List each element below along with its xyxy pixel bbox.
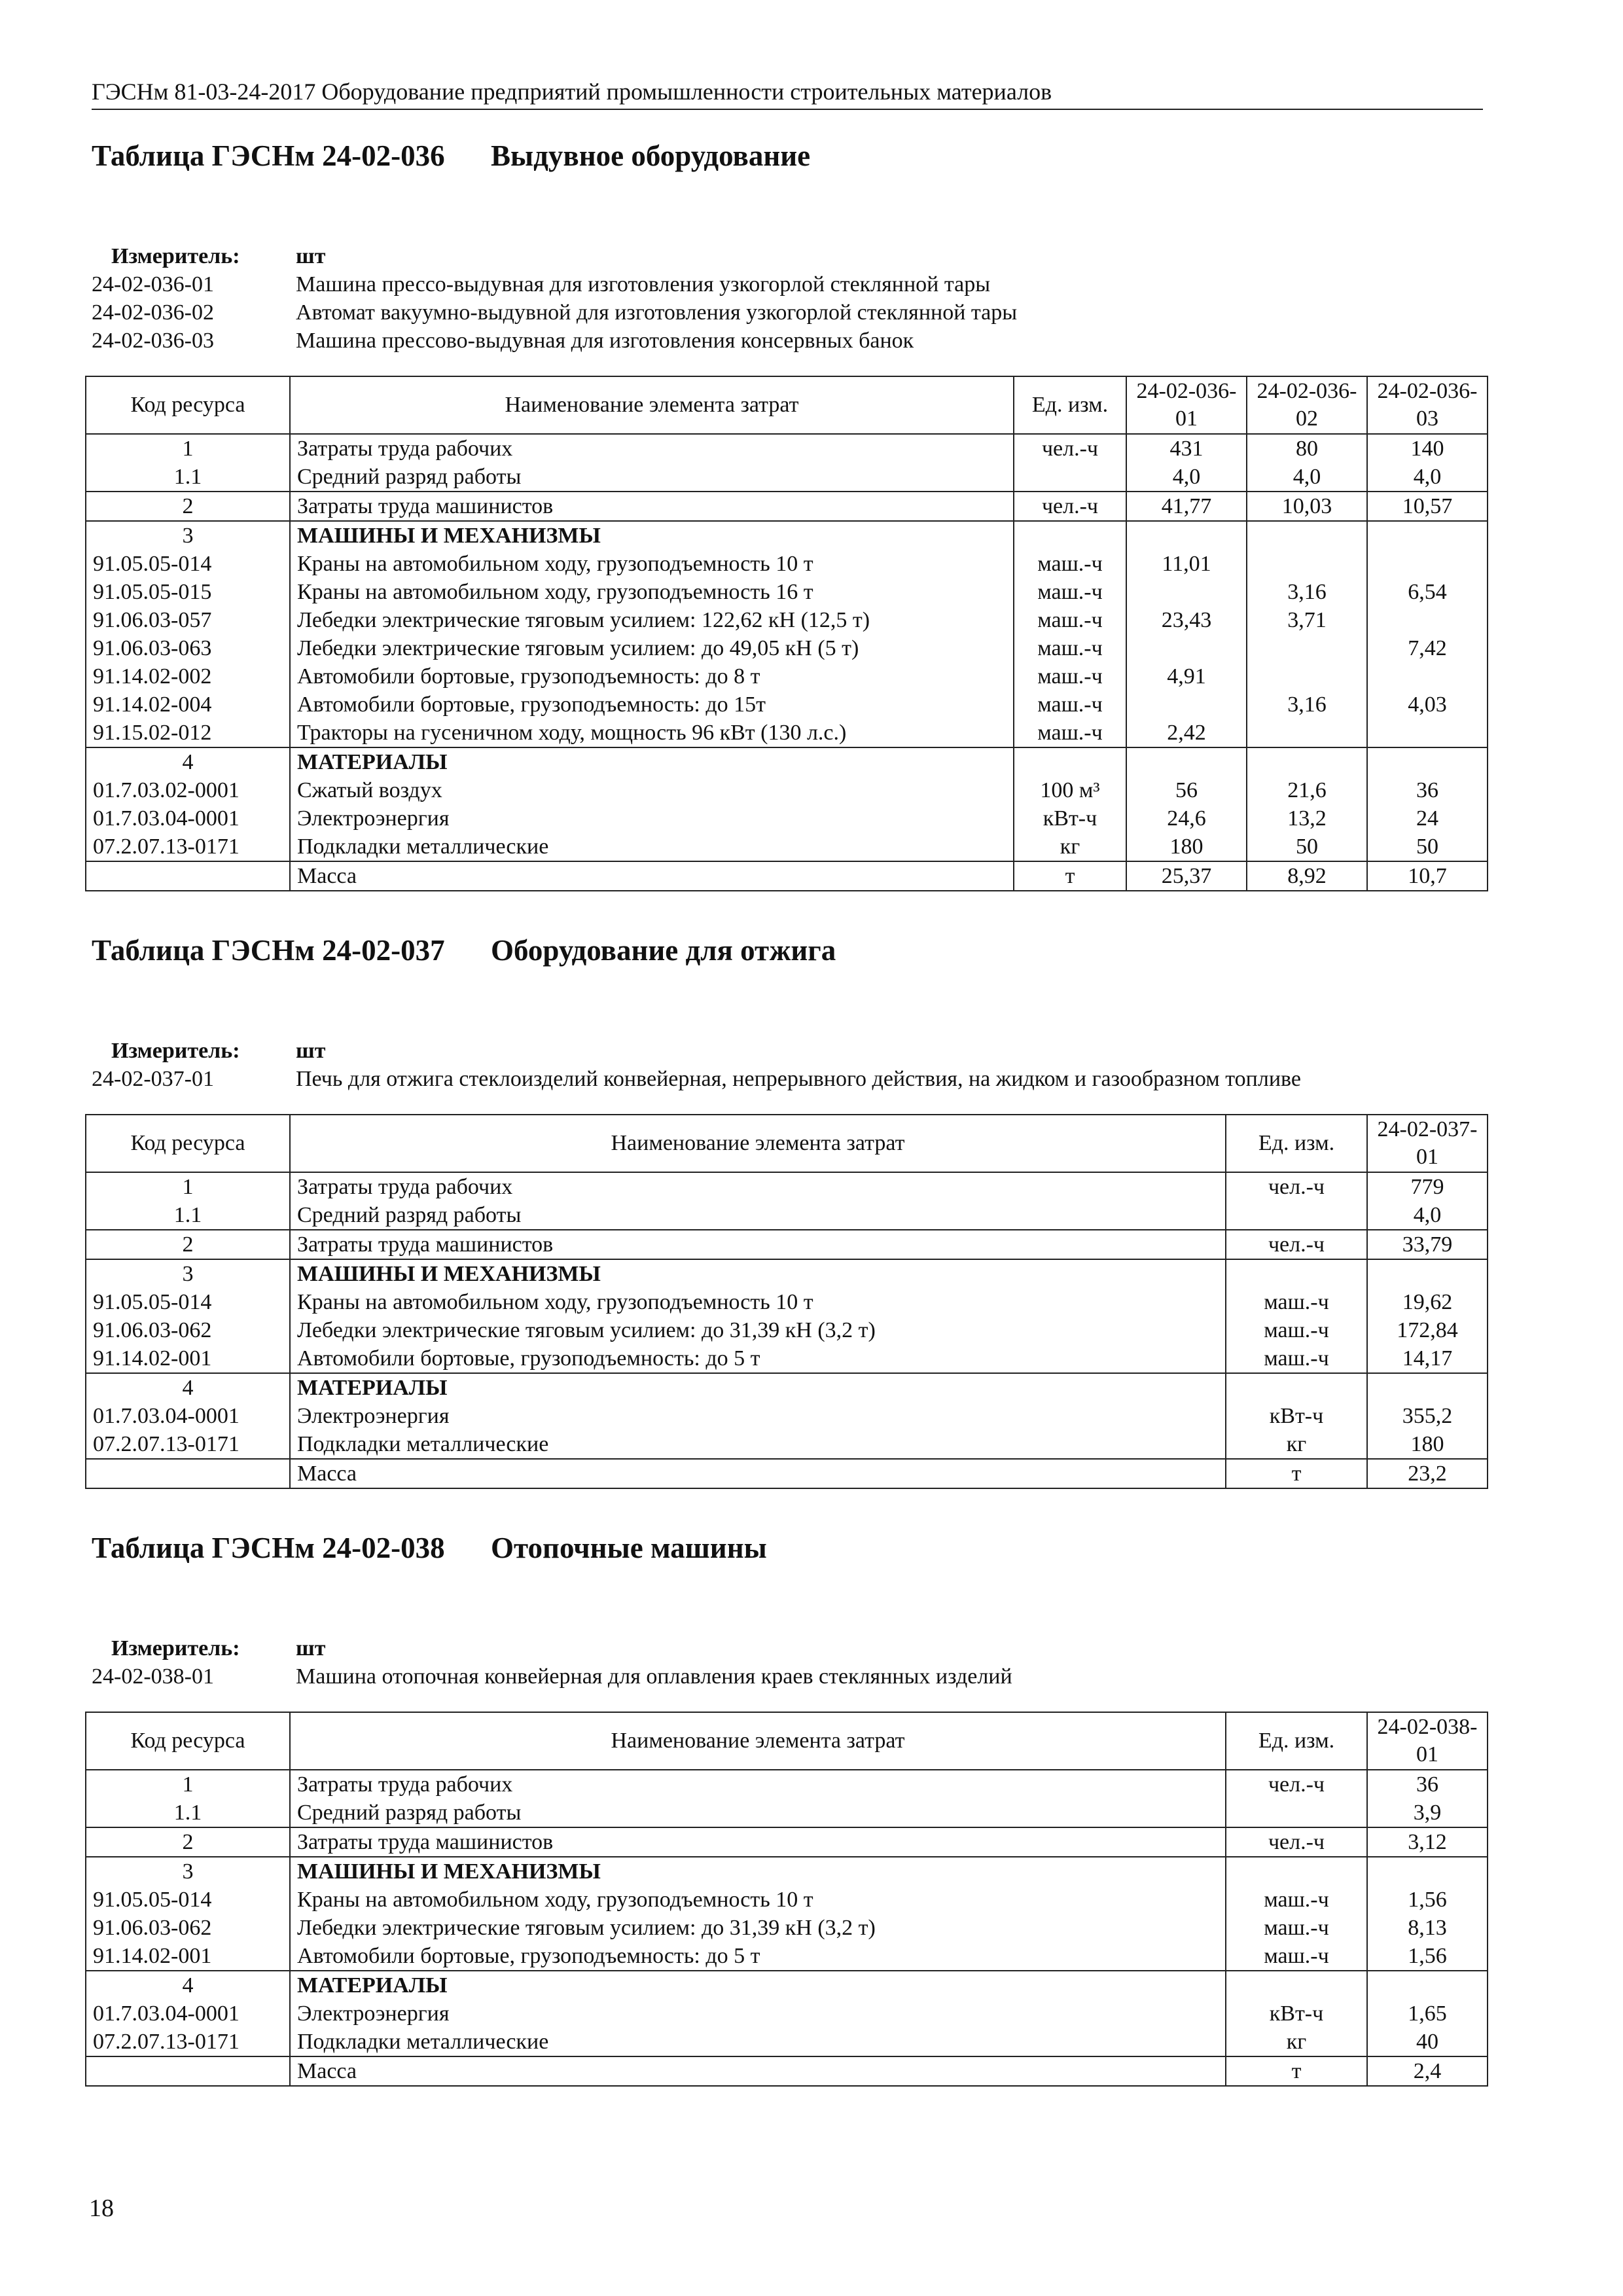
- table-row: [86, 719, 1488, 747]
- cost-element-name: Масса: [290, 2056, 1226, 2086]
- norm-value: 10,7: [1367, 861, 1488, 891]
- page-number: 18: [89, 2195, 114, 2222]
- unit: кВт-ч: [1226, 2000, 1367, 2028]
- resource-code: 91.14.02-001: [86, 1344, 290, 1373]
- norm-value: 21,6: [1247, 776, 1367, 804]
- column-header: Наименование элемента затрат: [290, 376, 1014, 434]
- norm-value: 4,0: [1247, 463, 1367, 492]
- norm-value: 3,9: [1367, 1799, 1488, 1827]
- measure-block: [92, 242, 1483, 355]
- resource-code: 2: [86, 1230, 290, 1259]
- cost-element-name: Средний разряд работы: [290, 1201, 1226, 1230]
- table-row: [86, 1172, 1488, 1201]
- norm-value: 1,65: [1367, 2000, 1488, 2028]
- measure-label: Измеритель:: [111, 1636, 240, 1660]
- norm-value: [1367, 1259, 1488, 1288]
- unit: маш.-ч: [1014, 606, 1126, 634]
- cost-element-name: МАТЕРИАЛЫ: [290, 1971, 1226, 2000]
- table-row: [86, 691, 1488, 719]
- unit: [1226, 1857, 1367, 1886]
- unit: кг: [1226, 2028, 1367, 2056]
- cost-element-name: Затраты труда машинистов: [290, 1230, 1226, 1259]
- norm-value: 11,01: [1126, 550, 1247, 578]
- table-row: [86, 1230, 1488, 1259]
- resource-code: 01.7.03.04-0001: [86, 1402, 290, 1430]
- cost-element-name: МАТЕРИАЛЫ: [290, 747, 1014, 776]
- norm-value: 24: [1367, 804, 1488, 833]
- cost-element-name: Автомобили бортовые, грузоподъемность: до 15т: [290, 691, 1014, 719]
- cost-element-name: Масса: [290, 861, 1014, 891]
- norm-value: 50: [1367, 833, 1488, 861]
- table-row: [86, 1430, 1488, 1459]
- item-row: [92, 1065, 1483, 1093]
- norm-value: [1126, 521, 1247, 550]
- cost-element-name: Лебедки электрические тяговым усилием: до 31,39 кН (3,2 т): [290, 1914, 1226, 1942]
- norm-value: 6,54: [1367, 578, 1488, 606]
- resource-code: 91.14.02-001: [86, 1942, 290, 1971]
- measure-value: шт: [296, 1039, 326, 1063]
- table-row: [86, 1857, 1488, 1886]
- norm-value: 36: [1367, 776, 1488, 804]
- cost-element-name: Средний разряд работы: [290, 463, 1014, 492]
- item-code: 24-02-036-01: [92, 272, 214, 296]
- norm-value: 2,42: [1126, 719, 1247, 747]
- cost-element-name: Затраты труда машинистов: [290, 1827, 1226, 1857]
- norm-value: 19,62: [1367, 1288, 1488, 1316]
- resource-code: 07.2.07.13-0171: [86, 833, 290, 861]
- resource-code: 2: [86, 492, 290, 521]
- column-header: 24-02-036-03: [1367, 376, 1488, 434]
- running-header: ГЭСНм 81-03-24-2017 Оборудование предприятий промышленности строительных материалов: [92, 77, 1483, 110]
- cost-element-name: Лебедки электрические тяговым усилием: 122,62 кН (12,5 т): [290, 606, 1014, 634]
- table-row: [86, 1288, 1488, 1316]
- item-description: Автомат вакуумно-выдувной для изготовления узкогорлой стеклянной тары: [296, 300, 1018, 325]
- table-row: [86, 1373, 1488, 1402]
- unit: [1226, 1373, 1367, 1402]
- cost-element-name: Сжатый воздух: [290, 776, 1014, 804]
- section-title: [92, 1530, 1483, 1613]
- norm-value: 4,0: [1367, 1201, 1488, 1230]
- resource-code: 91.15.02-012: [86, 719, 290, 747]
- norm-value: 180: [1367, 1430, 1488, 1459]
- norm-value: 3,12: [1367, 1827, 1488, 1857]
- measure-block: [92, 1634, 1483, 1691]
- item-row: [92, 298, 1483, 327]
- cost-element-name: МАТЕРИАЛЫ: [290, 1373, 1226, 1402]
- table-row: [86, 1799, 1488, 1827]
- resource-code: 01.7.03.04-0001: [86, 2000, 290, 2028]
- norm-value: [1126, 634, 1247, 662]
- column-header: Ед. изм.: [1226, 1115, 1367, 1172]
- norm-value: 23,2: [1367, 1459, 1488, 1488]
- norm-value: 180: [1126, 833, 1247, 861]
- unit: маш.-ч: [1226, 1344, 1367, 1373]
- cost-element-name: Автомобили бортовые, грузоподъемность: до 8 т: [290, 662, 1014, 691]
- cost-element-name: Тракторы на гусеничном ходу, мощность 96 кВт (130 л.с.): [290, 719, 1014, 747]
- norm-value: [1367, 719, 1488, 747]
- column-header: Код ресурса: [86, 376, 290, 434]
- section-title: [92, 137, 1483, 221]
- norm-value: [1247, 662, 1367, 691]
- norm-value: 4,0: [1367, 463, 1488, 492]
- resource-code: 2: [86, 1827, 290, 1857]
- norm-value: 8,13: [1367, 1914, 1488, 1942]
- resource-code: 91.06.03-063: [86, 634, 290, 662]
- norm-value: [1367, 521, 1488, 550]
- item-code: 24-02-038-01: [92, 1664, 214, 1689]
- unit: кг: [1226, 1430, 1367, 1459]
- norm-value: 50: [1247, 833, 1367, 861]
- cost-element-name: Краны на автомобильном ходу, грузоподъемность 16 т: [290, 578, 1014, 606]
- column-header: Код ресурса: [86, 1115, 290, 1172]
- norm-value: 431: [1126, 434, 1247, 463]
- table-row: [86, 578, 1488, 606]
- cost-element-name: МАШИНЫ И МЕХАНИЗМЫ: [290, 521, 1014, 550]
- cost-table: [85, 1114, 1488, 1489]
- resource-code: 3: [86, 1857, 290, 1886]
- resource-code: 91.05.05-014: [86, 1288, 290, 1316]
- column-header: Код ресурса: [86, 1712, 290, 1770]
- resource-code: 1: [86, 1770, 290, 1799]
- resource-code: 1: [86, 1172, 290, 1201]
- resource-code: 07.2.07.13-0171: [86, 2028, 290, 2056]
- resource-code: 4: [86, 747, 290, 776]
- item-description: Машина прессово-выдувная для изготовления консервных банок: [296, 329, 914, 353]
- norm-value: [1126, 691, 1247, 719]
- norm-value: [1367, 662, 1488, 691]
- resource-code: [86, 861, 290, 891]
- unit: [1226, 1971, 1367, 2000]
- table-row: [86, 662, 1488, 691]
- table-row: [86, 606, 1488, 634]
- resource-code: 01.7.03.02-0001: [86, 776, 290, 804]
- norm-value: 140: [1367, 434, 1488, 463]
- cost-element-name: Затраты труда рабочих: [290, 1172, 1226, 1201]
- table-number: Таблица ГЭСНм 24-02-038: [92, 1532, 445, 1564]
- unit: маш.-ч: [1226, 1316, 1367, 1344]
- resource-code: 91.05.05-014: [86, 550, 290, 578]
- norm-value: 172,84: [1367, 1316, 1488, 1344]
- table-row: [86, 492, 1488, 521]
- resource-code: 4: [86, 1373, 290, 1402]
- cost-element-name: Средний разряд работы: [290, 1799, 1226, 1827]
- cost-element-name: МАШИНЫ И МЕХАНИЗМЫ: [290, 1857, 1226, 1886]
- norm-value: 10,03: [1247, 492, 1367, 521]
- item-code: 24-02-036-03: [92, 329, 214, 353]
- table-row: [86, 747, 1488, 776]
- column-header: 24-02-037-01: [1367, 1115, 1488, 1172]
- item-description: Печь для отжига стеклоизделий конвейерная, непрерывного действия, на жидком и газообразном топливе: [296, 1067, 1301, 1091]
- norm-value: [1126, 747, 1247, 776]
- unit: [1226, 1259, 1367, 1288]
- norm-value: [1126, 578, 1247, 606]
- cost-element-name: Краны на автомобильном ходу, грузоподъемность 10 т: [290, 550, 1014, 578]
- unit: чел.-ч: [1226, 1770, 1367, 1799]
- measure-value: шт: [296, 244, 326, 268]
- table-row: [86, 1886, 1488, 1914]
- norm-value: 33,79: [1367, 1230, 1488, 1259]
- table-row: [86, 1914, 1488, 1942]
- resource-code: 1.1: [86, 1799, 290, 1827]
- norm-value: 10,57: [1367, 492, 1488, 521]
- norm-value: 3,71: [1247, 606, 1367, 634]
- cost-table: [85, 376, 1488, 891]
- measure-label: Измеритель:: [111, 244, 240, 268]
- table-row: [86, 1201, 1488, 1230]
- unit: маш.-ч: [1226, 1942, 1367, 1971]
- unit: чел.-ч: [1226, 1172, 1367, 1201]
- unit: [1014, 747, 1126, 776]
- unit: маш.-ч: [1014, 691, 1126, 719]
- unit: кВт-ч: [1014, 804, 1126, 833]
- resource-code: 07.2.07.13-0171: [86, 1430, 290, 1459]
- table-row: [86, 2028, 1488, 2056]
- norm-value: 80: [1247, 434, 1367, 463]
- item-description: Машина прессо-выдувная для изготовления узкогорлой стеклянной тары: [296, 272, 991, 296]
- resource-code: 91.05.05-014: [86, 1886, 290, 1914]
- table-row: [86, 434, 1488, 463]
- norm-value: [1247, 747, 1367, 776]
- cost-element-name: МАШИНЫ И МЕХАНИЗМЫ: [290, 1259, 1226, 1288]
- unit: маш.-ч: [1014, 578, 1126, 606]
- table-row: [86, 1770, 1488, 1799]
- table-section-038: [92, 1530, 1483, 2087]
- unit: т: [1226, 1459, 1367, 1488]
- norm-value: 4,91: [1126, 662, 1247, 691]
- cost-element-name: Затраты труда рабочих: [290, 434, 1014, 463]
- table-row: [86, 1344, 1488, 1373]
- norm-value: [1247, 550, 1367, 578]
- measure-label: Измеритель:: [111, 1039, 240, 1063]
- item-row: [92, 327, 1483, 355]
- norm-value: [1367, 1971, 1488, 2000]
- unit: чел.-ч: [1226, 1230, 1367, 1259]
- unit: маш.-ч: [1226, 1914, 1367, 1942]
- table-row: [86, 521, 1488, 550]
- table-row: [86, 1827, 1488, 1857]
- column-header: 24-02-038-01: [1367, 1712, 1488, 1770]
- table-name: Оборудование для отжига: [491, 934, 836, 967]
- norm-value: 4,03: [1367, 691, 1488, 719]
- cost-element-name: Краны на автомобильном ходу, грузоподъемность 10 т: [290, 1288, 1226, 1316]
- resource-code: 01.7.03.04-0001: [86, 804, 290, 833]
- item-code: 24-02-037-01: [92, 1067, 214, 1091]
- cost-element-name: Затраты труда машинистов: [290, 492, 1014, 521]
- item-row: [92, 1662, 1483, 1691]
- norm-value: 24,6: [1126, 804, 1247, 833]
- resource-code: 3: [86, 1259, 290, 1288]
- norm-value: [1367, 747, 1488, 776]
- norm-value: [1367, 606, 1488, 634]
- resource-code: [86, 2056, 290, 2086]
- cost-element-name: Автомобили бортовые, грузоподъемность: до 5 т: [290, 1942, 1226, 1971]
- table-row: [86, 1971, 1488, 2000]
- norm-value: 4,0: [1126, 463, 1247, 492]
- table-row: [86, 833, 1488, 861]
- unit: маш.-ч: [1226, 1886, 1367, 1914]
- item-code: 24-02-036-02: [92, 300, 214, 325]
- table-header-row: [86, 1115, 1488, 1172]
- unit: кВт-ч: [1226, 1402, 1367, 1430]
- unit: т: [1226, 2056, 1367, 2086]
- norm-value: 40: [1367, 2028, 1488, 2056]
- table-section-037: [92, 932, 1483, 1489]
- resource-code: 1.1: [86, 1201, 290, 1230]
- unit: т: [1014, 861, 1126, 891]
- norm-value: 7,42: [1367, 634, 1488, 662]
- resource-code: 1: [86, 434, 290, 463]
- measure-row: [92, 1037, 1483, 1065]
- table-number: Таблица ГЭСНм 24-02-037: [92, 934, 445, 967]
- column-header: Наименование элемента затрат: [290, 1115, 1226, 1172]
- column-header: 24-02-036-02: [1247, 376, 1367, 434]
- resource-code: 91.14.02-002: [86, 662, 290, 691]
- item-description: Машина отопочная конвейерная для оплавления краев стеклянных изделий: [296, 1664, 1012, 1689]
- column-header: Наименование элемента затрат: [290, 1712, 1226, 1770]
- column-header: Ед. изм.: [1014, 376, 1126, 434]
- resource-code: 1.1: [86, 463, 290, 492]
- unit: [1226, 1799, 1367, 1827]
- unit: чел.-ч: [1226, 1827, 1367, 1857]
- cost-element-name: Подкладки металлические: [290, 833, 1014, 861]
- resource-code: 91.06.03-057: [86, 606, 290, 634]
- table-row: [86, 1942, 1488, 1971]
- resource-code: 91.06.03-062: [86, 1316, 290, 1344]
- measure-value: шт: [296, 1636, 326, 1660]
- norm-value: 8,92: [1247, 861, 1367, 891]
- unit: [1226, 1201, 1367, 1230]
- table-row: [86, 1259, 1488, 1288]
- norm-value: 3,16: [1247, 691, 1367, 719]
- resource-code: 91.05.05-015: [86, 578, 290, 606]
- unit: кг: [1014, 833, 1126, 861]
- column-header: 24-02-036-01: [1126, 376, 1247, 434]
- norm-value: 779: [1367, 1172, 1488, 1201]
- table-header-row: [86, 1712, 1488, 1770]
- unit: чел.-ч: [1014, 492, 1126, 521]
- unit: 100 м³: [1014, 776, 1126, 804]
- table-name: Отопочные машины: [491, 1532, 767, 1564]
- section-title: [92, 932, 1483, 1016]
- table-number: Таблица ГЭСНм 24-02-036: [92, 139, 445, 172]
- measure-row: [92, 242, 1483, 270]
- table-row: [86, 634, 1488, 662]
- table-row: [86, 1316, 1488, 1344]
- unit: маш.-ч: [1014, 634, 1126, 662]
- norm-value: 13,2: [1247, 804, 1367, 833]
- norm-value: 1,56: [1367, 1886, 1488, 1914]
- table-row: [86, 1402, 1488, 1430]
- table-section-036: [92, 137, 1483, 891]
- resource-code: 91.14.02-004: [86, 691, 290, 719]
- cost-table: [85, 1712, 1488, 2087]
- unit: маш.-ч: [1014, 719, 1126, 747]
- norm-value: 25,37: [1126, 861, 1247, 891]
- column-header: Ед. изм.: [1226, 1712, 1367, 1770]
- unit: маш.-ч: [1014, 662, 1126, 691]
- unit: чел.-ч: [1014, 434, 1126, 463]
- norm-value: 14,17: [1367, 1344, 1488, 1373]
- norm-value: 355,2: [1367, 1402, 1488, 1430]
- measure-block: [92, 1037, 1483, 1093]
- resource-code: 4: [86, 1971, 290, 2000]
- norm-value: [1367, 550, 1488, 578]
- norm-value: 1,56: [1367, 1942, 1488, 1971]
- table-row: [86, 2000, 1488, 2028]
- norm-value: 36: [1367, 1770, 1488, 1799]
- cost-element-name: Затраты труда рабочих: [290, 1770, 1226, 1799]
- cost-element-name: Масса: [290, 1459, 1226, 1488]
- norm-value: 2,4: [1367, 2056, 1488, 2086]
- cost-element-name: Подкладки металлические: [290, 1430, 1226, 1459]
- cost-element-name: Лебедки электрические тяговым усилием: до 49,05 кН (5 т): [290, 634, 1014, 662]
- table-row: [86, 2056, 1488, 2086]
- cost-element-name: Подкладки металлические: [290, 2028, 1226, 2056]
- unit: маш.-ч: [1014, 550, 1126, 578]
- unit: маш.-ч: [1226, 1288, 1367, 1316]
- cost-element-name: Электроэнергия: [290, 1402, 1226, 1430]
- resource-code: 91.06.03-062: [86, 1914, 290, 1942]
- resource-code: 3: [86, 521, 290, 550]
- norm-value: 23,43: [1126, 606, 1247, 634]
- norm-value: [1247, 521, 1367, 550]
- cost-element-name: Краны на автомобильном ходу, грузоподъемность 10 т: [290, 1886, 1226, 1914]
- table-row: [86, 804, 1488, 833]
- cost-element-name: Автомобили бортовые, грузоподъемность: до 5 т: [290, 1344, 1226, 1373]
- table-row: [86, 861, 1488, 891]
- norm-value: [1247, 719, 1367, 747]
- norm-value: [1367, 1373, 1488, 1402]
- table-row: [86, 1459, 1488, 1488]
- unit: [1014, 463, 1126, 492]
- norm-value: [1247, 634, 1367, 662]
- unit: [1014, 521, 1126, 550]
- table-row: [86, 463, 1488, 492]
- item-row: [92, 270, 1483, 298]
- table-header-row: [86, 376, 1488, 434]
- table-row: [86, 776, 1488, 804]
- norm-value: [1367, 1857, 1488, 1886]
- table-row: [86, 550, 1488, 578]
- norm-value: 56: [1126, 776, 1247, 804]
- measure-row: [92, 1634, 1483, 1662]
- norm-value: 41,77: [1126, 492, 1247, 521]
- cost-element-name: Электроэнергия: [290, 2000, 1226, 2028]
- cost-element-name: Лебедки электрические тяговым усилием: до 31,39 кН (3,2 т): [290, 1316, 1226, 1344]
- resource-code: [86, 1459, 290, 1488]
- cost-element-name: Электроэнергия: [290, 804, 1014, 833]
- table-name: Выдувное оборудование: [491, 139, 811, 172]
- norm-value: 3,16: [1247, 578, 1367, 606]
